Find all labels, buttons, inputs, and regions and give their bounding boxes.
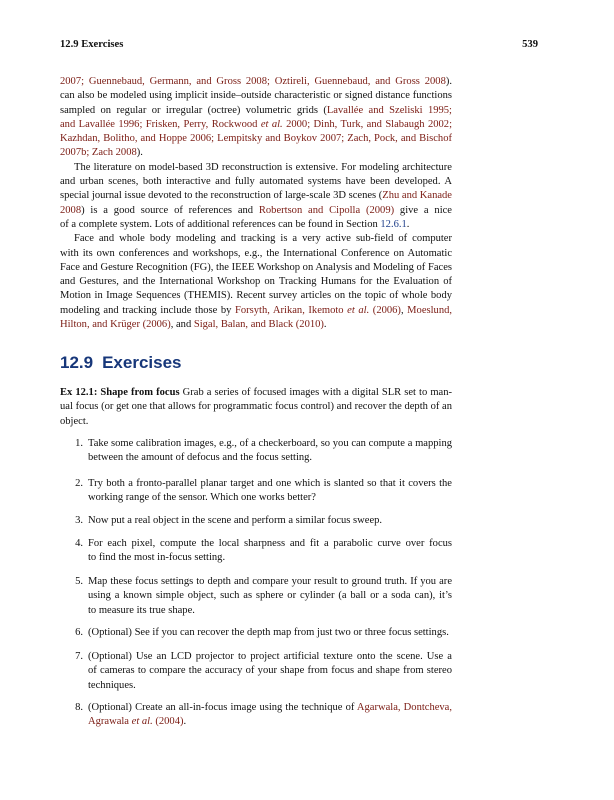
text-line xyxy=(88,626,452,640)
section-title: Exercises xyxy=(102,353,182,372)
step-number: 1. xyxy=(75,438,83,449)
citation-link[interactable]: Forsyth, Arikan, Ikemoto xyxy=(235,304,348,316)
exercise-intro xyxy=(60,386,452,429)
citation-link[interactable]: Agarwala, Dontcheva, xyxy=(356,702,452,713)
text-line xyxy=(88,551,452,565)
text-run: . xyxy=(323,319,327,331)
body-text xyxy=(60,75,452,332)
step-number: 7. xyxy=(75,651,83,662)
text-line xyxy=(60,75,452,89)
text-run: , xyxy=(400,304,408,316)
text-run: give a nice xyxy=(399,204,452,216)
text-run: Grab a series of focused images with a digital SLR set to man- xyxy=(179,387,452,398)
text-run: to measure its true shape. xyxy=(88,604,195,616)
text-run: sampled on regular or irregular (octree) volumetric grids ( xyxy=(60,104,327,116)
citation-link[interactable]: Hilton, and Krüger (2006) xyxy=(60,319,171,331)
text-run: can also be modeled using implicit inside–outside characteristic or signed distance functions xyxy=(60,90,452,102)
text-line xyxy=(60,289,452,303)
text-run: between the amount of defocus and the focus setting. xyxy=(88,452,313,464)
text-line xyxy=(88,437,452,451)
text-line xyxy=(60,247,452,261)
citation-link[interactable]: et al. xyxy=(260,118,283,130)
citation-link[interactable]: Sigal, Balan, and Black (2010) xyxy=(193,319,324,331)
step-text xyxy=(88,477,452,506)
text-run: working range of the sensor. Which one works better? xyxy=(88,492,316,504)
step-number: 2. xyxy=(75,478,83,489)
text-line xyxy=(88,604,452,618)
text-line xyxy=(88,575,452,589)
exercise-step xyxy=(60,626,452,640)
citation-link[interactable]: Zhu and Kanade xyxy=(382,190,452,202)
text-line xyxy=(60,318,452,332)
citation-link[interactable]: and Lavallée 1996; Frisken, Perry, Rockwood xyxy=(60,118,261,130)
text-run: modeling and tracking include those by xyxy=(60,304,236,316)
text-line xyxy=(60,118,452,132)
exercise-title: Ex 12.1: Shape from focus xyxy=(60,387,180,398)
text-line xyxy=(60,204,452,218)
text-run: (Optional) Create an all-in-focus image using the technique of xyxy=(88,702,357,713)
text-run: The literature on model-based 3D reconstruction is extensive. For modeling architecture xyxy=(74,161,452,173)
text-run: . xyxy=(406,218,410,230)
step-text xyxy=(88,437,452,466)
section-number: 12.9 xyxy=(60,353,94,372)
citation-link[interactable]: Moeslund, xyxy=(407,304,452,316)
text-run: Face and whole body modeling and tracking is a very active sub-field of computer xyxy=(74,233,452,245)
exercise-step xyxy=(60,477,452,506)
page-number: 539 xyxy=(522,39,538,50)
text-line xyxy=(88,715,452,729)
text-line xyxy=(60,415,452,429)
step-number: 8. xyxy=(75,702,83,713)
exercise-step xyxy=(60,437,452,466)
text-run: Motion in Image Sequences (THEMIS). Recent survey articles on the topic of whole body xyxy=(60,290,452,302)
running-head-section: 12.9 Exercises xyxy=(60,39,124,50)
text-run: ). xyxy=(136,147,143,159)
text-line xyxy=(60,146,452,160)
text-line xyxy=(88,451,452,465)
text-run: (Optional) See if you can recover the depth map from just two or three focus settings. xyxy=(88,627,449,638)
text-run: and Gestures, and the International Workshop on Tracking Humans for the Evaluation of xyxy=(60,276,452,288)
text-line xyxy=(60,161,452,175)
citation-link[interactable]: 2007; Guennebaud, Germann, and Gross 2008; Oztireli, Guennebaud, and Gross 2008 xyxy=(60,76,446,87)
text-run: to find the most in-focus setting. xyxy=(88,552,226,564)
text-line xyxy=(60,218,452,232)
citation-link[interactable]: (2006) xyxy=(369,304,401,316)
text-run: , and xyxy=(170,319,194,331)
text-line xyxy=(60,304,452,318)
text-run: Take some calibration images, e.g., of a checkerboard, so you can compute a mapping xyxy=(88,438,452,449)
step-number: 3. xyxy=(75,515,83,526)
text-run: (Optional) Use an LCD projector to project artificial texture onto the scene. Use a xyxy=(88,651,452,662)
text-line xyxy=(88,514,452,528)
citation-link[interactable]: et al. xyxy=(131,716,153,728)
text-run: object. xyxy=(60,415,89,427)
text-line xyxy=(88,477,452,491)
section-reference-link[interactable]: 12.6.1 xyxy=(380,218,407,230)
citation-link[interactable]: 2008 xyxy=(60,204,82,216)
text-line xyxy=(88,664,452,678)
exercise-step xyxy=(60,537,452,566)
step-text xyxy=(88,537,452,566)
section-heading xyxy=(60,353,182,373)
text-run: Now put a real object in the scene and perform a similar focus sweep. xyxy=(88,515,383,526)
exercise-step xyxy=(60,650,452,693)
text-run: For each pixel, compute the local sharpness and fit a parabolic curve over focus xyxy=(88,538,452,549)
citation-link[interactable]: 2007b; Zach 2008 xyxy=(60,147,137,159)
text-run: using a known simple object, such as sphere or cylinder (a ball or a soda can), it’s xyxy=(88,590,452,602)
text-run: ) is a good source of references and xyxy=(81,204,259,216)
text-run: . xyxy=(183,716,187,728)
step-text xyxy=(88,514,452,528)
text-run: Map these focus settings to depth and compare your result to ground truth. If you are xyxy=(88,576,452,587)
text-line xyxy=(60,386,452,400)
citation-link[interactable]: Robertson and Cipolla (2009) xyxy=(258,204,395,216)
text-line xyxy=(60,175,452,189)
exercise-step xyxy=(60,575,452,618)
citation-link[interactable]: Kazhdan, Bolitho, and Hoppe 2006; Lempitsky and Boykov 2007; Zach, Pock, and Bischof xyxy=(60,133,452,145)
step-number: 6. xyxy=(75,627,83,638)
text-line xyxy=(60,89,452,103)
text-run: of a complete system. Lots of additional references can be found in Section xyxy=(60,218,381,230)
text-run: techniques. xyxy=(88,679,136,691)
text-run: and urban scenes, both interactive and fully automated systems have been developed. A xyxy=(60,176,452,188)
text-run: ). xyxy=(445,76,452,87)
step-text xyxy=(88,650,452,693)
citation-link[interactable]: Lavallée and Szeliski 1995; xyxy=(326,104,452,116)
text-line xyxy=(88,589,452,603)
text-run: special journal issue devoted to the reconstruction of large-scale 3D scenes ( xyxy=(60,190,383,202)
text-run: of cameras to compare the accuracy of your shape from focus and shape from stereo xyxy=(88,665,452,677)
text-line xyxy=(60,275,452,289)
exercise-step xyxy=(60,514,452,528)
step-number: 5. xyxy=(75,576,83,587)
text-line xyxy=(60,400,452,414)
step-number: 4. xyxy=(75,538,83,549)
text-run: Try both a fronto-parallel planar target and one which is slanted so that it covers the xyxy=(88,478,452,489)
citation-link[interactable]: et al. xyxy=(347,304,370,316)
text-line xyxy=(88,701,452,715)
citation-link[interactable]: 2000; Dinh, Turk, and Slabaugh 2002; xyxy=(282,118,452,130)
text-line xyxy=(60,104,452,118)
exercise-step xyxy=(60,701,452,730)
running-head xyxy=(60,39,538,50)
text-line xyxy=(88,679,452,693)
text-line xyxy=(60,232,452,246)
text-line xyxy=(88,650,452,664)
text-run: ual focus (or get one that allows for programmatic focus control) and recover the depth of an xyxy=(60,401,452,413)
text-line xyxy=(60,132,452,146)
citation-link[interactable]: Agrawala xyxy=(88,716,132,728)
text-line xyxy=(60,261,452,275)
text-line xyxy=(60,189,452,203)
citation-link[interactable]: (2004) xyxy=(152,716,184,728)
step-text xyxy=(88,575,452,618)
step-text xyxy=(88,701,452,730)
text-line xyxy=(88,537,452,551)
step-text xyxy=(88,626,452,640)
text-run: Face and Gesture Recognition (FG), the IEEE Workshop on Analysis and Modeling of Faces xyxy=(60,261,452,273)
text-line xyxy=(88,491,452,505)
text-run: with its own conferences and workshops, e.g., the International Conference on Automatic xyxy=(60,247,452,259)
